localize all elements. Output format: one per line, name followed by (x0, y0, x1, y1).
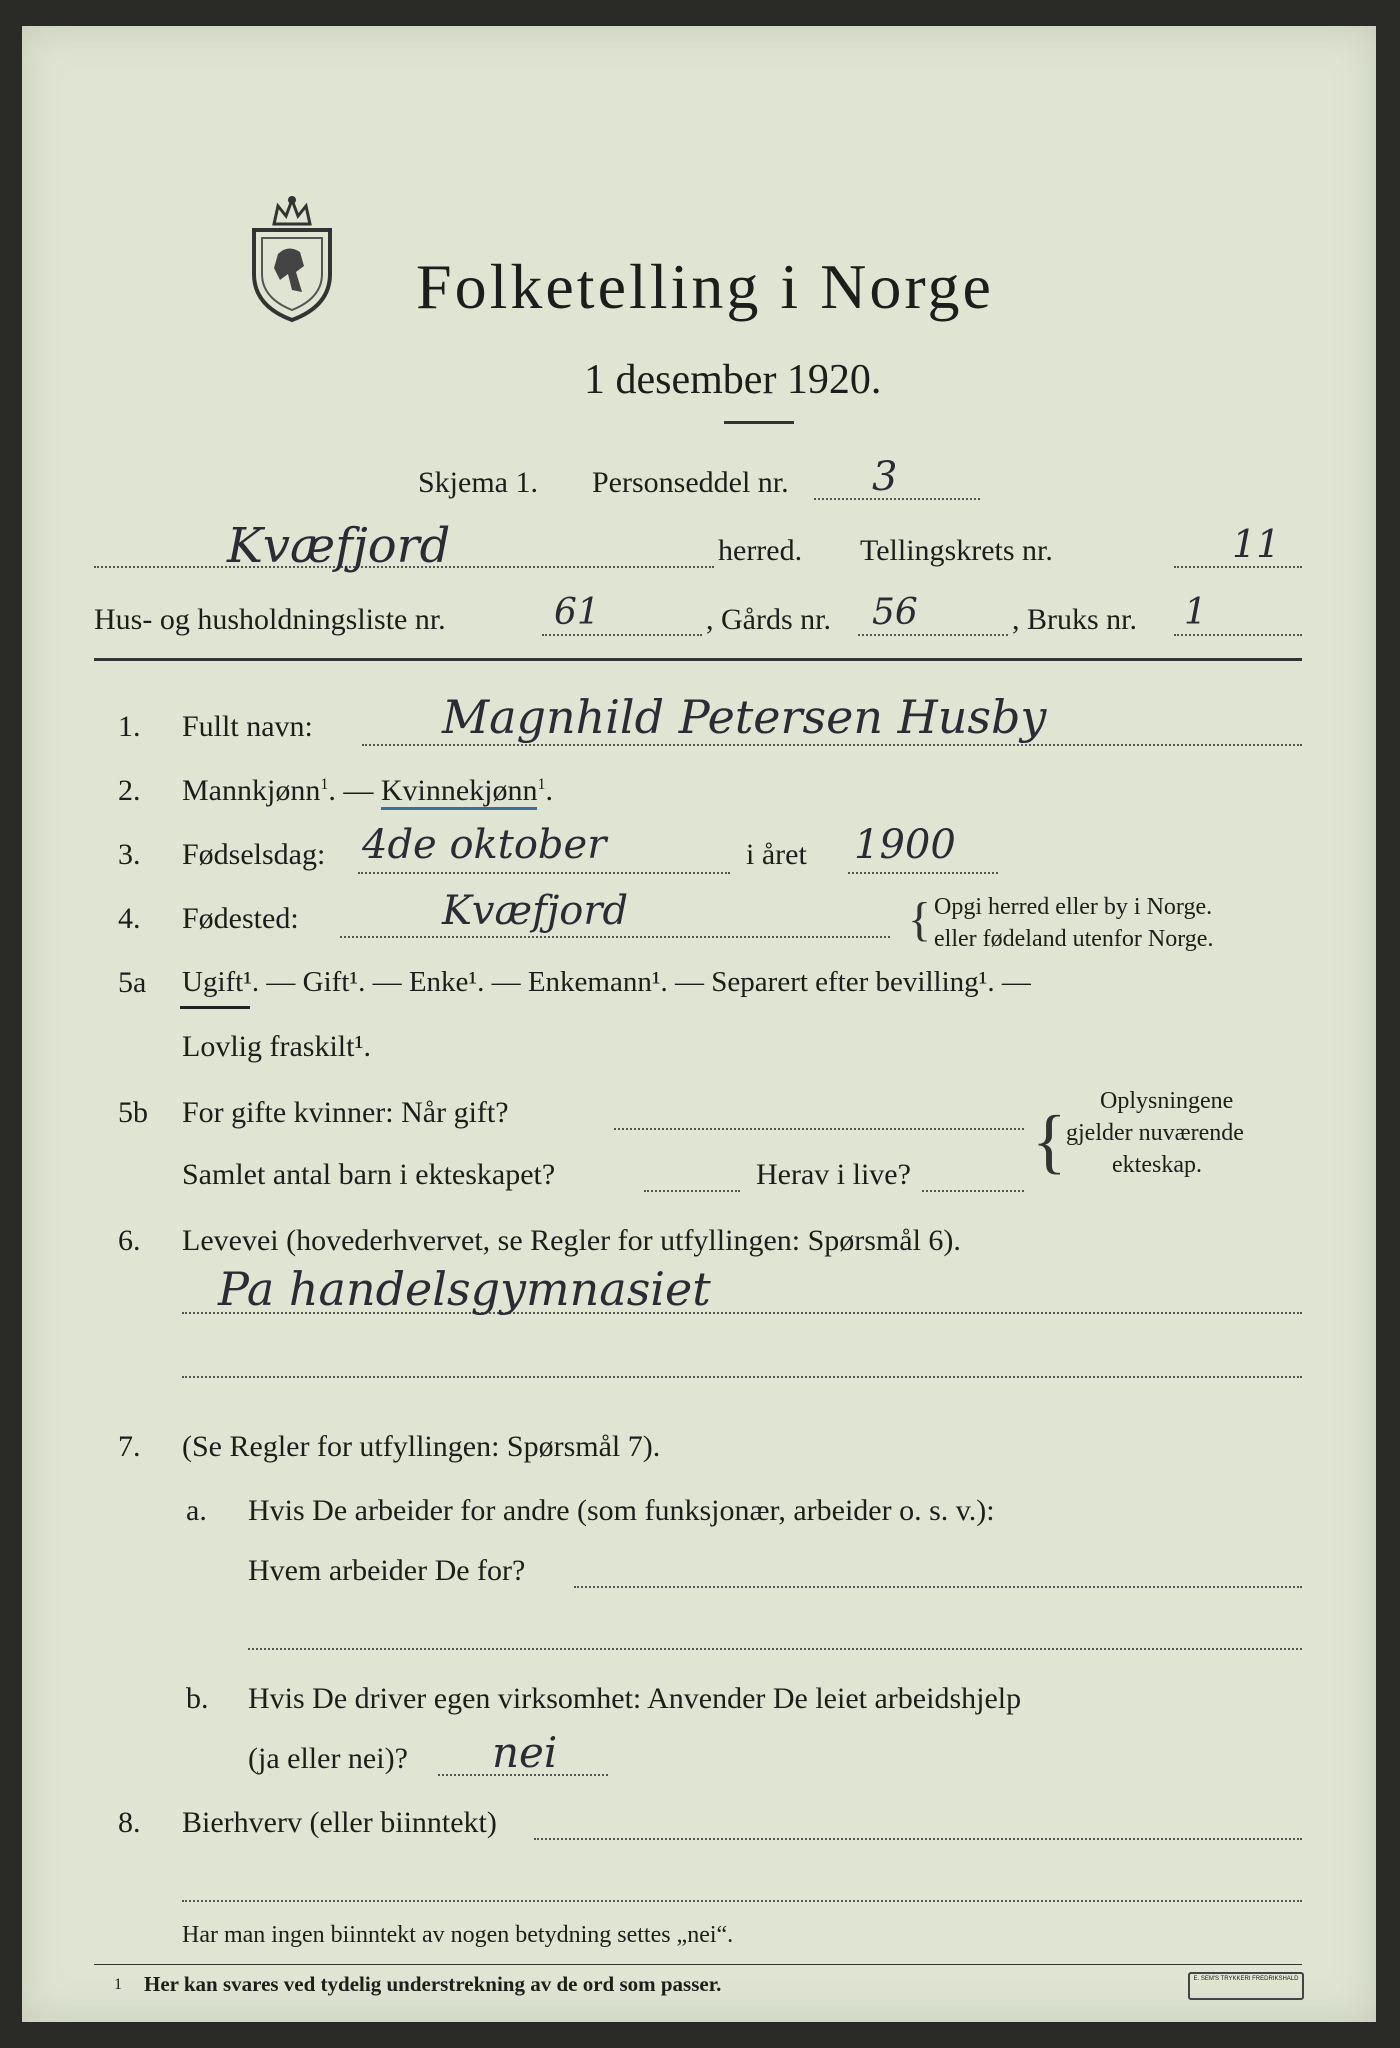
q5a-number: 5a (118, 966, 147, 999)
q7-number: 7. (118, 1430, 141, 1463)
q4-number: 4. (118, 902, 141, 935)
q5b-note-1: Oplysningene (1100, 1088, 1234, 1114)
q8-number: 8. (118, 1806, 141, 1839)
q2-female-label[interactable]: Kvinnekjønn (381, 774, 538, 810)
occupation-value[interactable]: Pa handelsgymnasiet (218, 1262, 711, 1316)
q7-label: (Se Regler for utfyllingen: Spørsmål 7). (182, 1430, 661, 1463)
q7a-text-2: Hvem arbeider De for? (248, 1554, 526, 1587)
q5b-label: For gifte kvinner: Når gift? (182, 1096, 509, 1129)
q6-number: 6. (118, 1224, 141, 1257)
ugift-underline (180, 1006, 250, 1009)
marital-status-options[interactable]: Ugift¹. — Gift¹. — Enke¹. — Enkemann¹. — Separert efter bevilling¹. — (182, 966, 1031, 998)
census-date: 1 desember 1920. (584, 357, 882, 403)
footer-divider (94, 1964, 1302, 1965)
q5b-note-2: gjelder nuværende (1066, 1120, 1244, 1146)
q2-male-label[interactable]: Mannkjønn (182, 774, 321, 807)
birthplace-value[interactable]: Kvæfjord (442, 888, 629, 934)
gards-label: , Gårds nr. (706, 603, 831, 636)
title-divider (724, 421, 794, 424)
coat-of-arms-icon (244, 194, 340, 324)
bruks-label: , Bruks nr. (1012, 603, 1138, 636)
gards-value[interactable]: 56 (872, 592, 918, 633)
birth-year-value[interactable]: 1900 (854, 822, 956, 868)
printer-stamp: E. SEM'S TRYKKERI FREDRIKSHALD (1188, 1972, 1304, 2000)
q7a-letter: a. (186, 1494, 207, 1527)
hired-help-value[interactable]: nei (492, 1728, 558, 1777)
q4-label: Fødested: (182, 902, 299, 935)
q5a-text-2: Lovlig fraskilt¹. (182, 1030, 371, 1063)
hus-label: Hus- og husholdningsliste nr. (94, 603, 446, 636)
birthday-value[interactable]: 4de oktober (362, 822, 607, 868)
q4-brace: { (908, 893, 932, 946)
q2-separator: . — (328, 774, 381, 807)
header-divider (94, 658, 1302, 661)
q5b-number: 5b (118, 1096, 148, 1129)
q6-label: Levevei (hovederhvervet, se Regler for utfyllingen: Spørsmål 6). (182, 1224, 961, 1257)
q7b-text: Hvis De driver egen virksomhet: Anvender De leiet arbeidshjelp (248, 1682, 1022, 1715)
skjema-label: Skjema 1. (418, 466, 538, 499)
footnote-number: 1 (114, 1976, 122, 1993)
herred-value[interactable]: Kvæfjord (227, 518, 451, 574)
q4-note-1: Opgi herred eller by i Norge. (934, 894, 1213, 920)
q8-label: Bierhverv (eller biinntekt) (182, 1806, 497, 1839)
biinntekt-note: Har man ingen biinntekt av nogen betydning settes „nei“. (182, 1922, 734, 1948)
q3-number: 3. (118, 838, 141, 871)
q5b-label-3: Herav i live? (756, 1158, 911, 1191)
tellingskrets-label: Tellingskrets nr. (860, 534, 1053, 567)
q5b-note-3: ekteskap. (1112, 1152, 1202, 1178)
q7a-text: Hvis De arbeider for andre (som funksjonær, arbeider o. s. v.): (248, 1494, 995, 1527)
form-title: Folketelling i Norge (416, 251, 994, 322)
full-name-value[interactable]: Magnhild Petersen Husby (442, 690, 1047, 744)
year-label: i året (746, 838, 807, 871)
q4-note-2: eller fødeland utenfor Norge. (934, 926, 1214, 952)
bruks-value[interactable]: 1 (1184, 592, 1207, 633)
q3-label: Fødselsdag: (182, 838, 326, 871)
q2-number: 2. (118, 774, 141, 807)
q7b-letter: b. (186, 1682, 209, 1715)
q5b-brace: { (1032, 1101, 1067, 1181)
q2-end: . (545, 774, 553, 807)
q2-options: Mannkjønn$^1$. — Kvinnekjønn$^1$. (182, 774, 553, 808)
q1-number: 1. (118, 710, 141, 743)
personseddel-value[interactable]: 3 (872, 454, 898, 500)
census-form (22, 26, 1376, 2022)
footnote-text: Her kan svares ved tydelig understrekning av de ord som passer. (144, 1972, 722, 1996)
q5b-label-2: Samlet antal barn i ekteskapet? (182, 1158, 556, 1191)
hus-value[interactable]: 61 (554, 592, 600, 633)
q1-label: Fullt navn: (182, 710, 313, 743)
q7b-text-2: (ja eller nei)? (248, 1742, 408, 1775)
herred-label: herred. (718, 534, 803, 567)
tellingskrets-value[interactable]: 11 (1232, 522, 1281, 566)
personseddel-label: Personseddel nr. (592, 466, 789, 499)
